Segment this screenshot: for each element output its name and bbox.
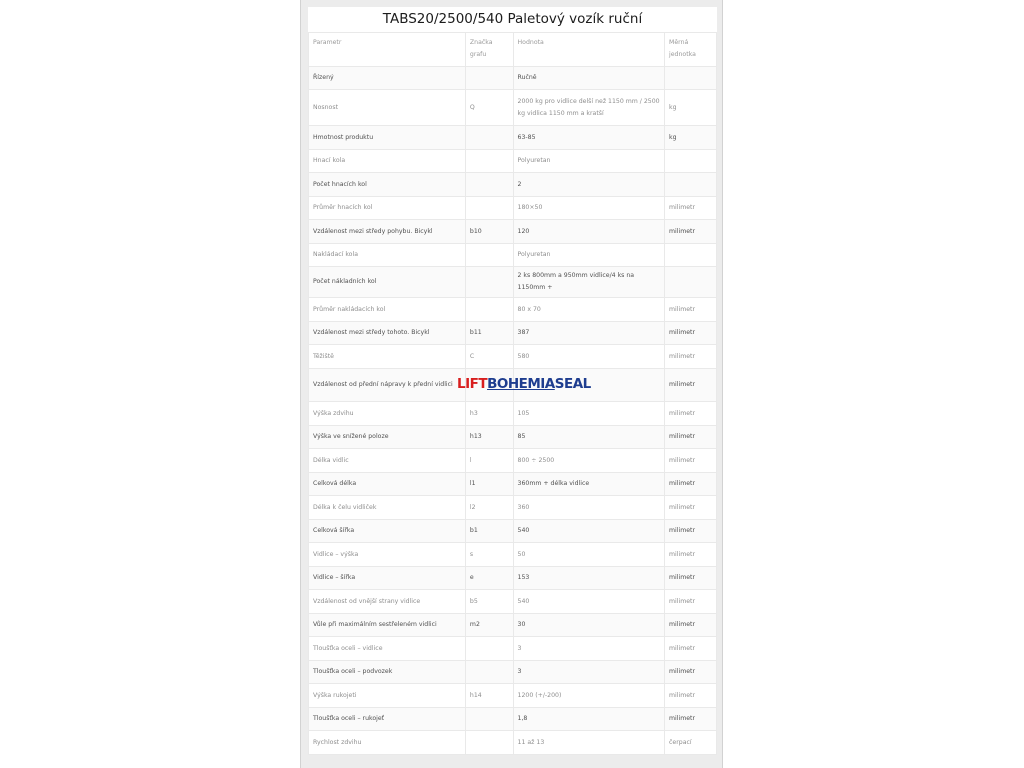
cell-value: 360	[513, 496, 665, 520]
logo-part-lift: LIFT	[457, 376, 488, 392]
table-row	[309, 402, 717, 426]
table-row	[309, 590, 717, 614]
cell-symbol: h13	[465, 426, 513, 449]
table-row	[309, 244, 717, 267]
cell-value: 2	[513, 173, 665, 197]
cell-parameter: Celková šířka	[309, 520, 466, 543]
cell-unit: čerpací	[665, 731, 717, 755]
cell-value: 153	[513, 567, 665, 590]
cell-unit: milimetr	[665, 614, 717, 637]
cell-value: 387	[513, 322, 665, 345]
cell-symbol: l	[465, 449, 513, 473]
cell-unit: milimetr	[665, 473, 717, 496]
table-row	[309, 298, 717, 322]
cell-parameter: Vzdálenost mezi středy tohoto. Bicykl	[309, 322, 466, 345]
cell-value: 105	[513, 402, 665, 426]
cell-parameter: Rychlost zdvihu	[309, 731, 466, 755]
cell-parameter: Průměr nakládacích kol	[309, 298, 466, 322]
cell-value: Polyuretan	[513, 244, 665, 267]
cell-value: 11 až 13	[513, 731, 665, 755]
cell-value: 540	[513, 590, 665, 614]
cell-value: 30	[513, 614, 665, 637]
cell-symbol	[465, 67, 513, 90]
cell-symbol: b1	[465, 520, 513, 543]
cell-parameter: Délka k čelu vidliček	[309, 496, 466, 520]
table-row	[309, 473, 717, 496]
header-parameter: Parametr	[309, 33, 466, 67]
cell-parameter: Těžiště	[309, 345, 466, 369]
cell-value: 50	[513, 543, 665, 567]
cell-symbol	[465, 637, 513, 661]
cell-unit	[665, 244, 717, 267]
table-row	[309, 126, 717, 150]
cell-value: 180×50	[513, 197, 665, 220]
cell-unit: milimetr	[665, 496, 717, 520]
cell-unit: milimetr	[665, 567, 717, 590]
cell-parameter: Výška zdvihu	[309, 402, 466, 426]
table-row	[309, 67, 717, 90]
cell-parameter: Celková délka	[309, 473, 466, 496]
cell-parameter: Výška rukojeti	[309, 684, 466, 708]
cell-symbol	[465, 731, 513, 755]
cell-unit: milimetr	[665, 449, 717, 473]
table-row	[309, 90, 717, 126]
cell-symbol	[465, 298, 513, 322]
cell-value: 1200 (+/-200)	[513, 684, 665, 708]
cell-symbol: l2	[465, 496, 513, 520]
cell-parameter: Hmotnost produktu	[309, 126, 466, 150]
cell-unit	[665, 67, 717, 90]
cell-symbol: b5	[465, 590, 513, 614]
cell-unit: milimetr	[665, 197, 717, 220]
cell-symbol: l1	[465, 473, 513, 496]
cell-parameter: Hnací kola	[309, 150, 466, 173]
cell-value: 63-85	[513, 126, 665, 150]
cell-symbol: m2	[465, 614, 513, 637]
logo-part-bohemia: BOHEMIA	[487, 376, 555, 392]
cell-unit: milimetr	[665, 220, 717, 244]
cell-unit: milimetr	[665, 661, 717, 684]
cell-symbol	[465, 197, 513, 220]
table-row	[309, 322, 717, 345]
cell-value: 360mm + délka vidlice	[513, 473, 665, 496]
cell-value: 120	[513, 220, 665, 244]
cell-value: 2 ks 800mm a 950mm vidlice/4 ks na 1150mm +	[513, 267, 665, 298]
cell-unit: kg	[665, 126, 717, 150]
table-row	[309, 267, 717, 298]
cell-unit	[665, 150, 717, 173]
cell-unit: milimetr	[665, 322, 717, 345]
cell-unit: milimetr	[665, 298, 717, 322]
cell-symbol: C	[465, 345, 513, 369]
table-row	[309, 731, 717, 755]
cell-symbol	[465, 708, 513, 731]
cell-symbol: h3	[465, 402, 513, 426]
cell-parameter: Nosnost	[309, 90, 466, 126]
cell-unit: milimetr	[665, 684, 717, 708]
cell-parameter: Počet hnacích kol	[309, 173, 466, 197]
page-title: TABS20/2500/540 Paletový vozík ruční	[308, 7, 717, 32]
cell-parameter: Tloušťka oceli – rukojeť	[309, 708, 466, 731]
cell-unit	[665, 267, 717, 298]
table-header-row	[309, 33, 717, 67]
cell-parameter: Průměr hnacích kol	[309, 197, 466, 220]
cell-value: 3	[513, 637, 665, 661]
lift-bohemia-seal-logo	[457, 376, 591, 392]
cell-symbol	[465, 173, 513, 197]
table-row	[309, 684, 717, 708]
cell-value: 80 x 70	[513, 298, 665, 322]
cell-unit: milimetr	[665, 402, 717, 426]
cell-parameter: Tloušťka oceli – vidlice	[309, 637, 466, 661]
cell-value: 1,8	[513, 708, 665, 731]
cell-value: 540	[513, 520, 665, 543]
table-row	[309, 220, 717, 244]
cell-symbol: e	[465, 567, 513, 590]
cell-symbol: s	[465, 543, 513, 567]
table-row	[309, 426, 717, 449]
cell-parameter: Vidlice – výška	[309, 543, 466, 567]
table-row	[309, 637, 717, 661]
cell-unit	[665, 173, 717, 197]
cell-symbol: Q	[465, 90, 513, 126]
cell-parameter: Délka vidlic	[309, 449, 466, 473]
cell-symbol: h14	[465, 684, 513, 708]
cell-value: 2000 kg pro vidlice delší než 1150 mm / 2500 kg vidlica 1150 mm a kratší	[513, 90, 665, 126]
cell-parameter: Vidlice – šířka	[309, 567, 466, 590]
cell-parameter: Vzdálenost od vnější strany vidlice	[309, 590, 466, 614]
table-row	[309, 496, 717, 520]
table-row	[309, 567, 717, 590]
table-row	[309, 173, 717, 197]
table-row	[309, 520, 717, 543]
table-row	[309, 449, 717, 473]
cell-symbol	[465, 150, 513, 173]
table-row	[309, 708, 717, 731]
table-row	[309, 661, 717, 684]
table-row	[309, 614, 717, 637]
header-value: Hodnota	[513, 33, 665, 67]
cell-parameter: Vzdálenost mezi středy pohybu. Bicykl	[309, 220, 466, 244]
header-unit: Měrná jednotka	[665, 33, 717, 67]
logo-part-seal: SEAL	[554, 376, 591, 392]
cell-unit: milimetr	[665, 520, 717, 543]
cell-unit: milimetr	[665, 543, 717, 567]
cell-parameter: Vzdálenost od přední nápravy k přední vidlici	[309, 369, 466, 402]
cell-unit: milimetr	[665, 426, 717, 449]
cell-symbol	[465, 661, 513, 684]
cell-parameter: Tloušťka oceli – podvozek	[309, 661, 466, 684]
table-row	[309, 150, 717, 173]
cell-symbol: b11	[465, 322, 513, 345]
cell-parameter: Počet nákladních kol	[309, 267, 466, 298]
cell-parameter: Výška ve snížené poloze	[309, 426, 466, 449]
cell-unit: milimetr	[665, 637, 717, 661]
cell-parameter: Řízený	[309, 67, 466, 90]
header-symbol: Značka grafu	[465, 33, 513, 67]
cell-symbol	[465, 244, 513, 267]
cell-unit: milimetr	[665, 369, 717, 402]
cell-value: Ručně	[513, 67, 665, 90]
cell-symbol	[465, 267, 513, 298]
cell-value: 580	[513, 345, 665, 369]
cell-parameter: Vůle při maximálním sestřeleném vidlici	[309, 614, 466, 637]
cell-value: 800 ÷ 2500	[513, 449, 665, 473]
table-row	[309, 197, 717, 220]
table-row	[309, 543, 717, 567]
table-row	[309, 345, 717, 369]
cell-unit: milimetr	[665, 708, 717, 731]
spec-table	[308, 32, 717, 755]
cell-symbol	[465, 126, 513, 150]
cell-unit: milimetr	[665, 590, 717, 614]
cell-value: Polyuretan	[513, 150, 665, 173]
cell-value: 85	[513, 426, 665, 449]
cell-value: 3	[513, 661, 665, 684]
cell-parameter: Nakládací kola	[309, 244, 466, 267]
cell-symbol: b10	[465, 220, 513, 244]
cell-unit: kg	[665, 90, 717, 126]
cell-unit: milimetr	[665, 345, 717, 369]
